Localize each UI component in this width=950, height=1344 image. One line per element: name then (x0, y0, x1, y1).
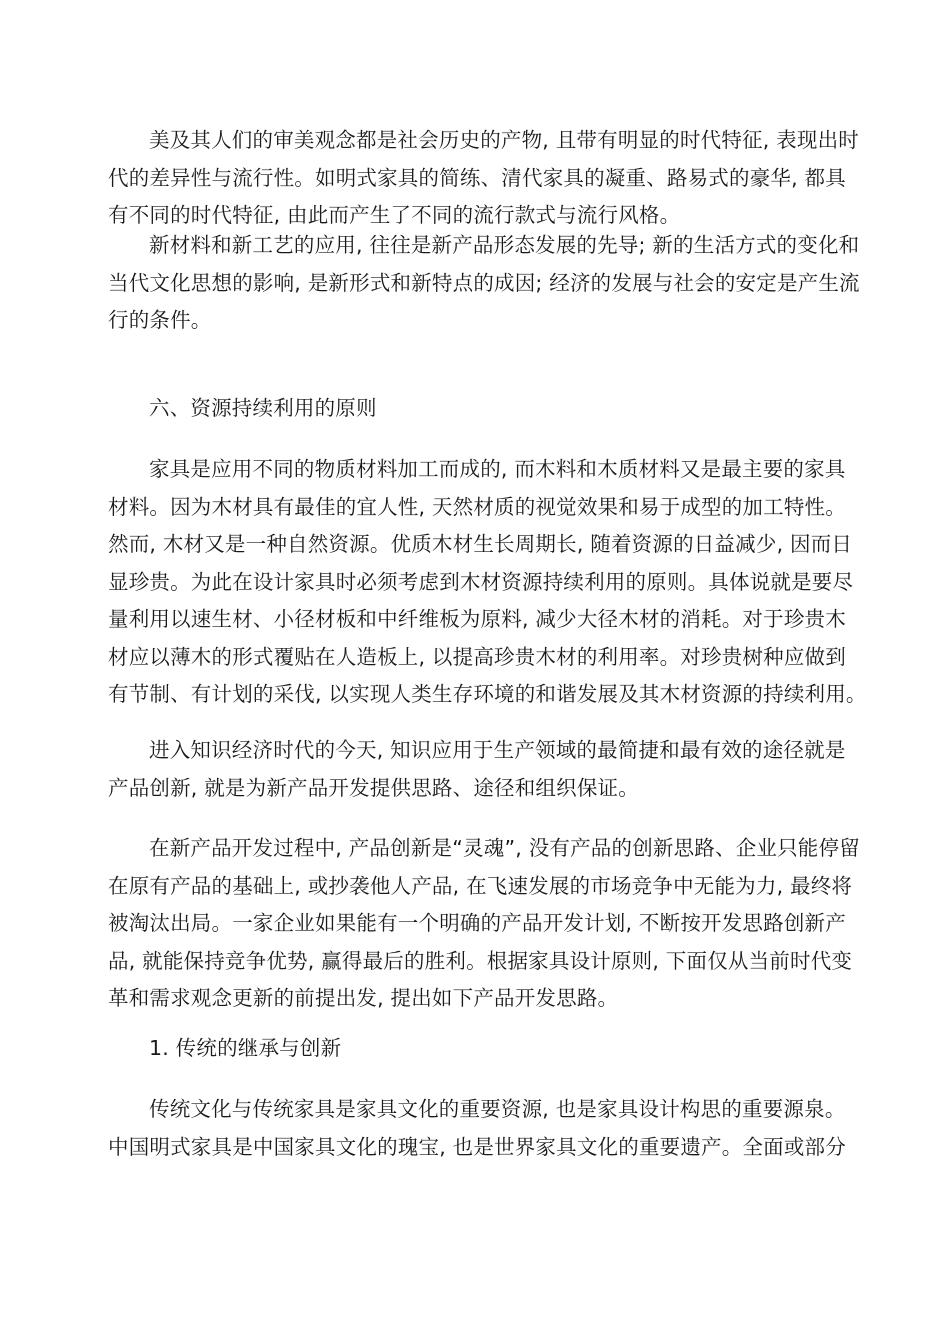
paragraph-aesthetics-era (108, 122, 859, 235)
paragraph-traditional-culture (108, 1091, 848, 1166)
paragraph-line: 进入知识经济时代的今天, 知识应用于生产领域的最简捷和最有效的途径就是 (149, 738, 846, 762)
paragraph-line: 家具是应用不同的物质材料加工而成的, 而木料和木质材料又是最主要的家具 (149, 457, 846, 481)
paragraph-line: 当代文化思想的影响, 是新形式和新特点的成因; 经济的发展与社会的安定是产生流 (108, 270, 860, 295)
paragraph-line: 中国明式家具是中国家具文化的瑰宝, 也是世界家具文化的重要遗产。全面或部分 (108, 1134, 846, 1159)
paragraph-line: 被淘汰出局。一家企业如果能有一个明确的产品开发计划, 不断按开发思路创新产 (108, 911, 846, 935)
paragraph-line: 品, 就能保持竞争优势, 赢得最后的胜利。根据家具设计原则, 下面仅从当前时代变 (108, 948, 853, 973)
paragraph-line: 新材料和新工艺的应用, 往往是新产品形态发展的先导; 新的生活方式的变化和 (149, 233, 860, 257)
paragraph-wood-resource (108, 451, 867, 714)
paragraph-knowledge-economy (108, 732, 848, 807)
paragraph-line: 革和需求观念更新的前提出发, 提出如下产品开发思路。 (108, 986, 619, 1010)
paragraph-line: 然而, 木材又是一种自然资源。优质木材生长周期长, 随着资源的日益减少, 因而日 (108, 532, 853, 556)
section-heading-resource-principle (108, 390, 848, 428)
paragraph-line: 传统文化与传统家具是家具文化的重要资源, 也是家具设计构思的重要源泉。 (149, 1097, 846, 1121)
paragraph-line: 材应以薄木的形式覆贴在人造板上, 以提高珍贵木材的利用率。对珍贵树种应做到 (108, 644, 846, 669)
section-heading: 1. 传统的继承与创新 (149, 1036, 342, 1060)
paragraph-line: 量利用以速生材、小径材板和中纤维板为原料, 减少大径木材的消耗。对于珍贵木 (108, 607, 846, 631)
paragraph-new-materials (108, 227, 860, 340)
paragraph-line: 显珍贵。为此在设计家具时必须考虑到木材资源持续利用的原则。具体说就是要尽 (108, 569, 854, 594)
paragraph-line: 在新产品开发过程中, 产品创新是“灵魂”, 没有产品的创新思路、企业只能停留 (149, 836, 860, 860)
paragraph-line: 有不同的时代特征, 由此而产生了不同的流行款式与流行风格。 (108, 203, 681, 227)
paragraph-line: 行的条件。 (108, 308, 212, 332)
paragraph-line: 材料。因为木材具有最佳的宜人性, 天然材质的视觉效果和易于成型的加工特性。 (108, 494, 846, 519)
paragraph-line: 代的差异性与流行性。如明式家具的简练、清代家具的凝重、路易式的豪华, 都具 (108, 165, 846, 190)
section-heading: 六、资源持续利用的原则 (149, 396, 377, 420)
paragraph-product-innovation (108, 830, 860, 1018)
paragraph-line: 有节制、有计划的采伐, 以实现人类生存环境的和谐发展及其木材资源的持续利用。 (108, 682, 867, 706)
paragraph-line: 产品创新, 就是为新产品开发提供思路、途径和组织保证。 (108, 775, 639, 800)
paragraph-line: 美及其人们的审美观念都是社会历史的产物, 且带有明显的时代特征, 表现出时 (149, 128, 859, 152)
section-heading-tradition (108, 1030, 848, 1068)
paragraph-line: 在原有产品的基础上, 或抄袭他人产品, 在飞速发展的市场竞争中无能为力, 最终将 (108, 873, 853, 898)
